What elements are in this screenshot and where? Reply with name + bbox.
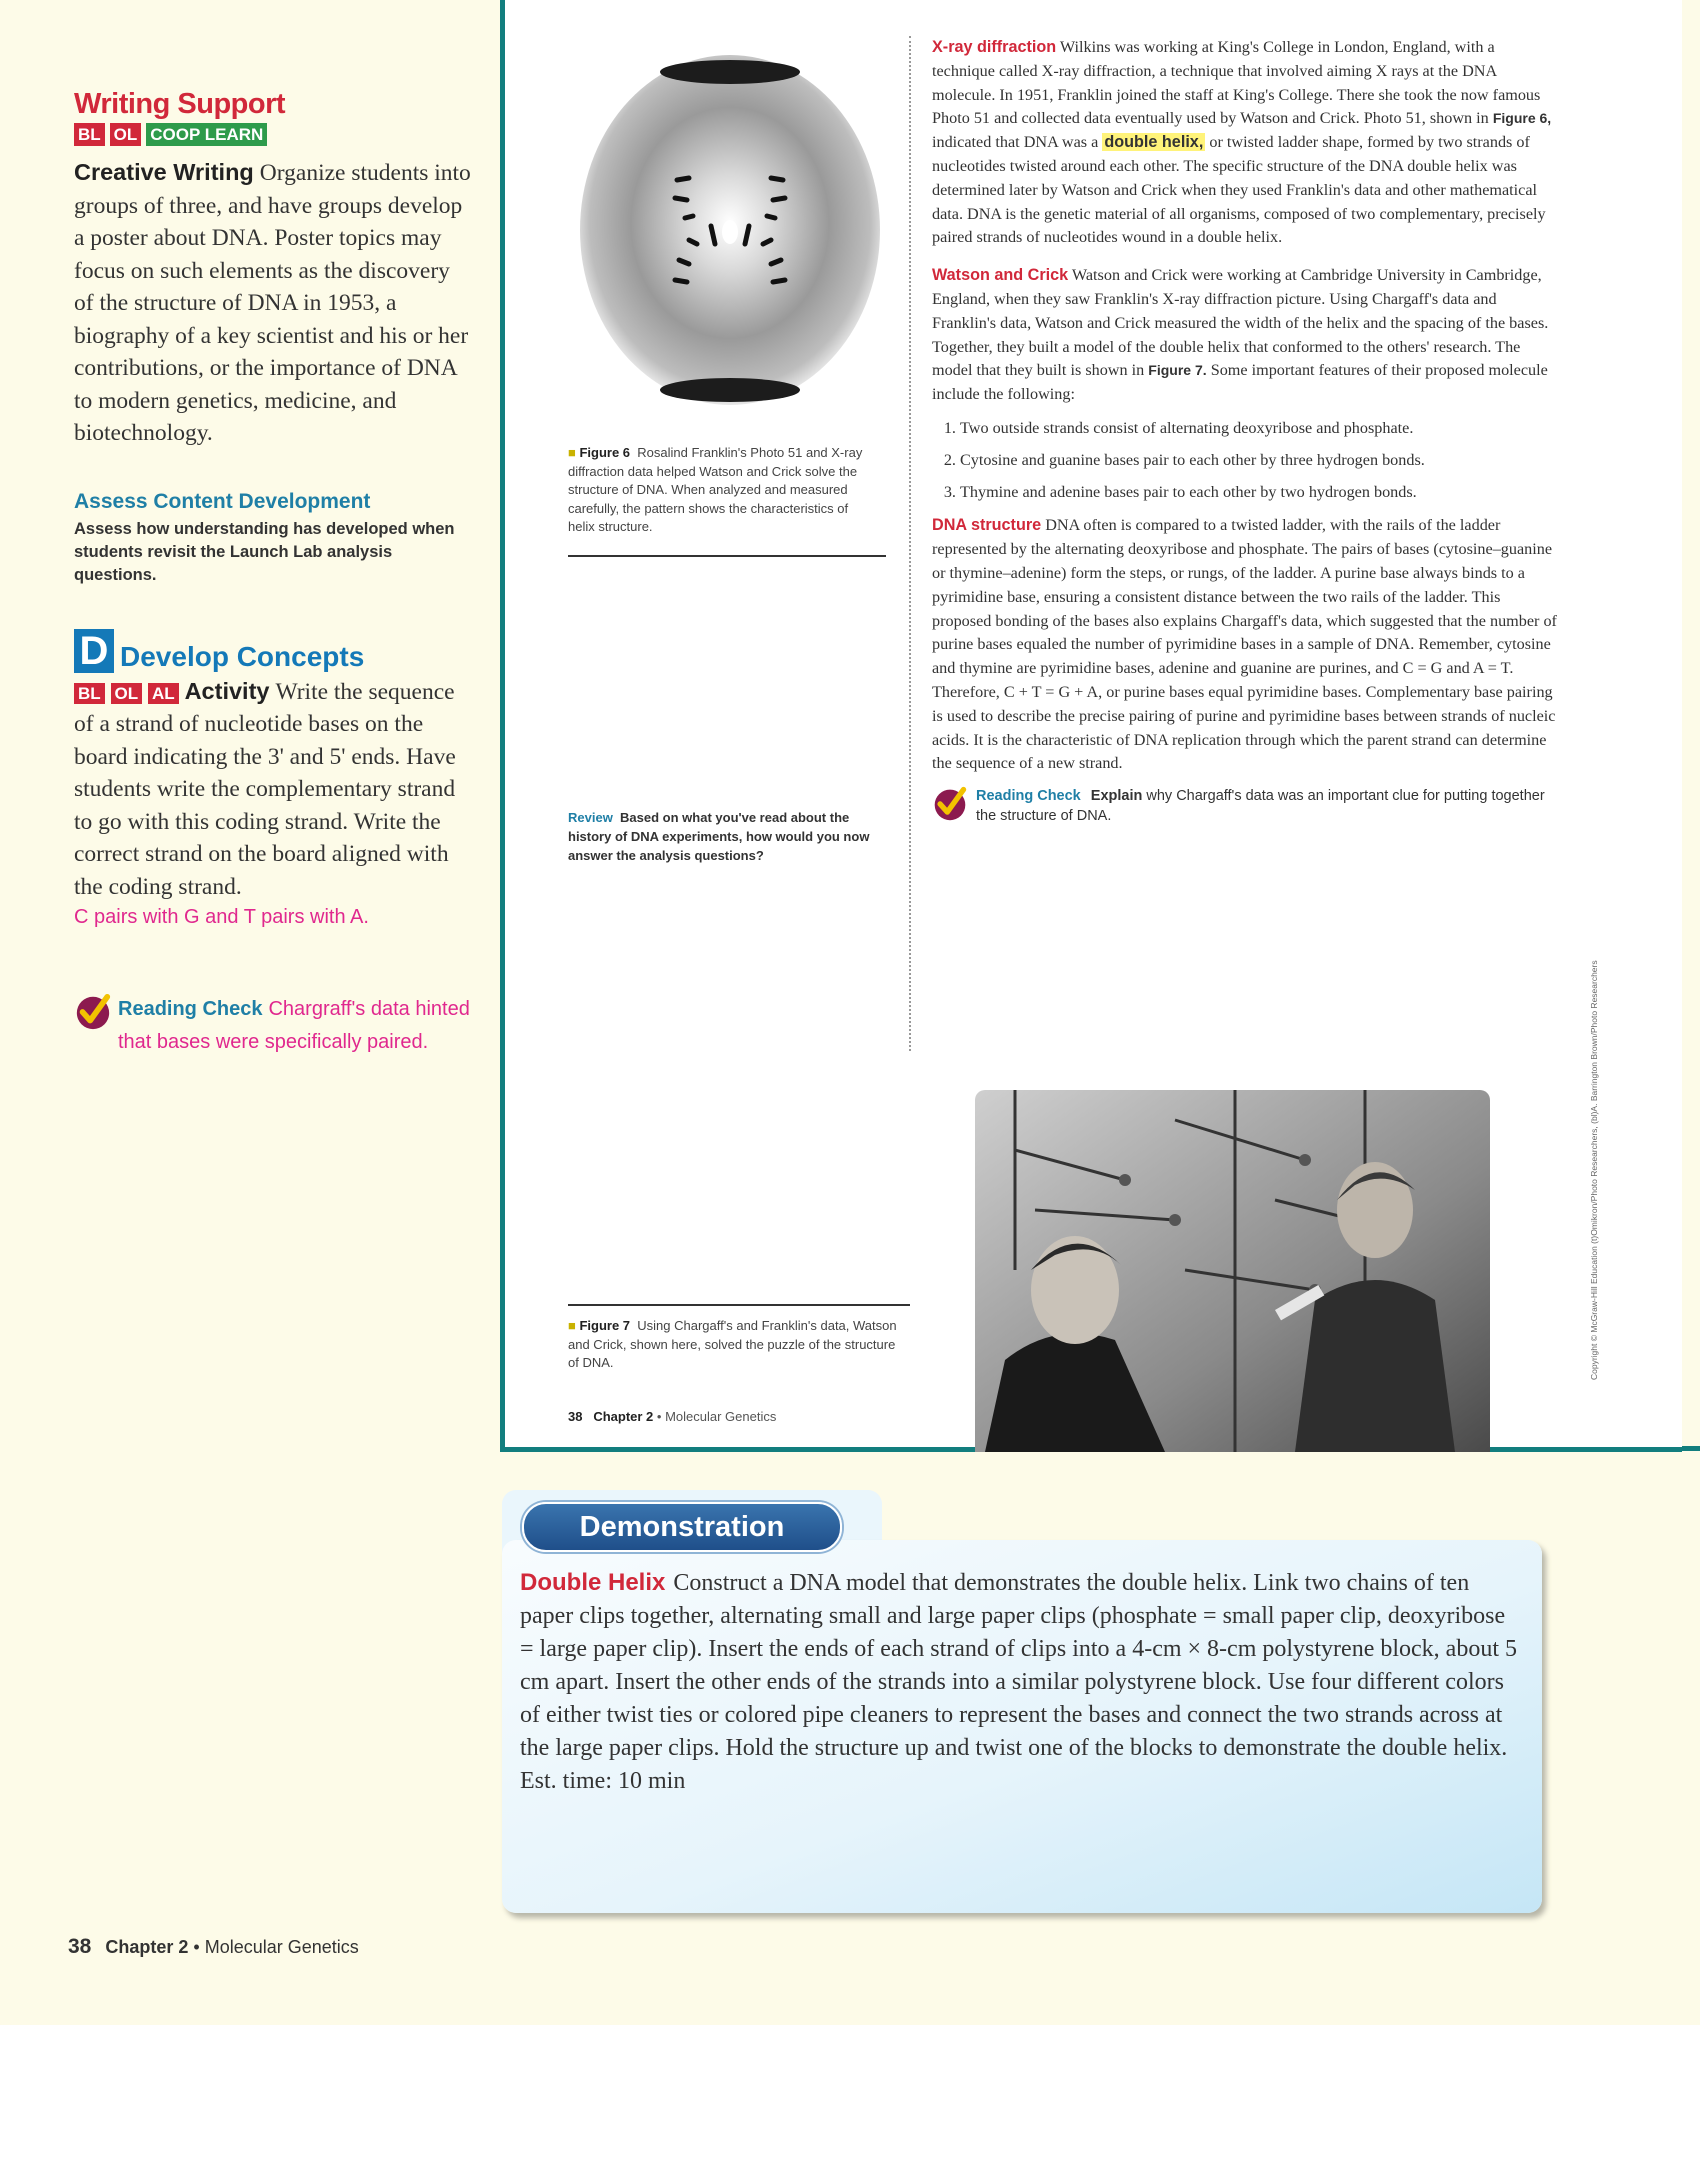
watson-crick-text-a: Watson and Crick were working at Cambridge University in Cambridge, England, when they saw Franklin's X-ray diffraction picture. Using Chargaff's data and Franklin's data, Watson and Crick measured the width of the helix and the spacing of the bases. Together, they built a model of the double helix that conformed to the others' research. The model that they built is shown in xyxy=(932,266,1549,380)
watson-crick-paragraph xyxy=(932,264,1560,407)
xray-text-a: Wilkins was working at King's College in London, England, with a technique called X-ray diffraction, a technique that involved aiming X rays at the DNA molecule. In 1951, Franklin joined the staff at King's College. There she took the now famous Photo 51 and collected data eventually used by Watson and Crick. Photo 51, shown in xyxy=(932,38,1541,128)
copyright-credit: Copyright © McGraw-Hill Education (t)Omikron/Photo Researchers, (bl)A. Barrington Brown/Photo Researchers xyxy=(1589,960,1599,1380)
demonstration-text xyxy=(520,1566,1520,1798)
figure-7-text: Using Chargaff's and Franklin's data, Watson and Crick, shown here, solved the puzzle of the structure of DNA. xyxy=(568,1318,897,1370)
figure-6-caption xyxy=(568,444,878,537)
writing-support-tags xyxy=(74,123,474,146)
tag-bl: BL xyxy=(74,123,105,146)
list-item: 2. Cytosine and guanine bases pair to each other by three hydrogen bonds. xyxy=(960,449,1560,473)
xray-paragraph xyxy=(932,36,1560,250)
main-text-column xyxy=(932,36,1560,826)
figure-7-rule xyxy=(568,1304,910,1306)
caption-bullet-icon: ■ xyxy=(568,1318,580,1333)
xray-text-b: indicated that DNA was a xyxy=(932,133,1099,152)
footer-chapter: Chapter 2 xyxy=(105,1937,189,1957)
reading-check-question: why Chargaff's data was an important clue for putting together the structure of DNA. xyxy=(976,788,1545,825)
main-reading-check xyxy=(932,786,1560,826)
watson-crick-text-b: Some important features of their proposed molecule include the following: xyxy=(932,361,1548,404)
tag-al: AL xyxy=(148,683,179,704)
list-item: 3. Thymine and adenine bases pair to each other by two hydrogen bonds. xyxy=(960,481,1560,505)
tag-coop-learn: COOP LEARN xyxy=(146,123,267,146)
review-label: Review xyxy=(568,810,613,825)
activity-lead: Activity xyxy=(184,677,270,704)
list-item: 1. Two outside strands consist of alternating deoxyribose and phosphate. xyxy=(960,417,1560,441)
reading-check-verb: Explain xyxy=(1090,788,1143,805)
teacher-sidebar xyxy=(74,88,474,1059)
main-reading-check-text xyxy=(976,786,1560,826)
sidebar-reading-check xyxy=(74,993,474,1059)
sidebar-reading-check-text xyxy=(118,993,474,1059)
tag-ol: OL xyxy=(111,683,143,704)
activity-body: Write the sequence of a strand of nucleotide bases on the board indicating the 3' and 5' ends. Have students write the complementary strand to go with this coding strand. Write the correct strand on the board aligned with the coding strand. xyxy=(74,678,456,900)
figure-7-reference: Figure 7. xyxy=(1148,362,1207,379)
develop-concepts-title: Develop Concepts xyxy=(120,640,365,672)
develop-concepts-text xyxy=(74,675,474,904)
folio-chapter: Chapter 2 xyxy=(593,1409,654,1424)
reading-check-label: Reading Check xyxy=(118,998,263,1020)
figure-7-label: Figure 7 xyxy=(579,1318,631,1333)
assess-title: Assess Content Development xyxy=(74,489,371,513)
figure-6-reference: Figure 6, xyxy=(1492,110,1552,127)
xray-heading: X-ray diffraction xyxy=(932,38,1057,56)
develop-concepts-header xyxy=(74,629,474,673)
dna-structure-paragraph xyxy=(932,514,1560,776)
figure-7-caption xyxy=(568,1317,908,1373)
reading-check-answer: Chargraff's data hinted that bases were specifically paired. xyxy=(118,998,470,1053)
caption-bullet-icon: ■ xyxy=(568,445,580,460)
writing-support-title: Writing Support xyxy=(74,88,286,120)
watson-crick-photo xyxy=(975,1090,1490,1452)
double-helix-heading: Double Helix xyxy=(520,1569,666,1596)
creative-writing-lead: Creative Writing xyxy=(74,159,254,185)
creative-writing-text xyxy=(74,156,474,450)
figure-6-text: Rosalind Franklin's Photo 51 and X-ray diffraction data helped Watson and Crick solve the structure of DNA. When analyzed and measured carefully, the pattern shows the characteristics of helix structure. xyxy=(568,445,863,534)
creative-writing-body: Organize students into groups of three, and have groups develop a poster about DNA. Poster topics may focus on such elements as the discovery of the structure of DNA in 1953, a biography of a key scientist and his or her contributions, or the importance of DNA to modern genetics, medicine, and biotechnology. xyxy=(74,160,471,446)
footer-page-number: 38 xyxy=(68,1935,92,1958)
tag-ol: OL xyxy=(110,123,142,146)
reading-check-icon xyxy=(932,786,968,822)
dna-structure-text: DNA often is compared to a twisted ladder, with the rails of the ladder represented by the alternating deoxyribose and phosphate. The pairs of bases (cytosine–guanine or thymine–adenine) form the steps, or rungs, of the ladder. A purine base always binds to a pyrimidine base, ensuring a consistent distance between the two rails of the ladder. This proposed bonding of the bases also explains Chargaff's data, which suggested that the number of purine bases equaled the number of pyrimidine bases in a sample of DNA. Remember, cytosine and thymine are pyrimidine bases, adenine and guanine are purines, and C = G and A = T. Therefore, C + T = G + A, or purine bases equal pyrimidine bases. Complementary base pairing is used to describe the precise pairing of purine and pyrimidine bases between strands of nucleic acids. It is the characteristic of DNA replication through which the parent strand can determine the sequence of a new strand. xyxy=(932,516,1557,773)
student-page-folio: 38 Chapter 2 • Molecular Genetics xyxy=(568,1409,777,1424)
column-divider xyxy=(909,36,911,1051)
watson-crick-heading: Watson and Crick xyxy=(932,266,1069,285)
demonstration-body: Construct a DNA model that demonstrates the double helix. Link two chains of ten paper clips together, alternating small and large paper clips (phosphate = small paper clip, deoxyribose = large paper clip). Insert the ends of each strand of clips into a 4-cm × 8-cm polystyrene block, about 5 cm apart. Insert the other ends of the strands into a similar polystyrene block. Use four different colors of either twist ties or colored pipe cleaners to represent the bases and connect the two strands across at the large paper clips. Hold the structure up and twist one of the blocks to demonstrate the double helix. Est. time: 10 min xyxy=(520,1570,1517,1794)
folio-title: Molecular Genetics xyxy=(665,1409,777,1424)
reading-check-icon xyxy=(74,993,112,1031)
page-footer: 38 Chapter 2 • Molecular Genetics xyxy=(68,1935,359,1958)
demonstration-tab-label: Demonstration xyxy=(522,1502,842,1552)
review-prompt xyxy=(568,808,878,865)
xray-diffraction-photo xyxy=(575,40,885,415)
dna-structure-heading: DNA structure xyxy=(932,516,1042,535)
figure-6-rule xyxy=(568,555,886,557)
page-edge-mark xyxy=(1682,1446,1700,1451)
activity-answer: C pairs with G and T pairs with A. xyxy=(74,906,369,928)
main-reading-check-label: Reading Check xyxy=(976,788,1081,805)
develop-letter-badge: D xyxy=(74,629,114,673)
review-text: Based on what you've read about the history of DNA experiments, how would you now answer the analysis questions? xyxy=(568,810,870,863)
xray-text-c: or twisted ladder shape, formed by two strands of nucleotides twisted around each other. The specific structure of the DNA double helix was determined later by Watson and Crick when they used Franklin's data and other mathematical data. DNA is the genetic material of all organisms, composed of two complementary, precisely paired strands of nucleotides wound in a double helix. xyxy=(932,133,1546,247)
dna-features-list xyxy=(932,417,1560,504)
footer-title: Molecular Genetics xyxy=(204,1937,359,1957)
tag-bl: BL xyxy=(74,683,105,704)
figure-6-label: Figure 6 xyxy=(579,445,631,460)
double-helix-highlight: double helix, xyxy=(1104,133,1204,152)
assess-body: Assess how understanding has developed when students revisit the Launch Lab analysis questions. xyxy=(74,519,455,584)
folio-page-number: 38 xyxy=(568,1409,583,1424)
